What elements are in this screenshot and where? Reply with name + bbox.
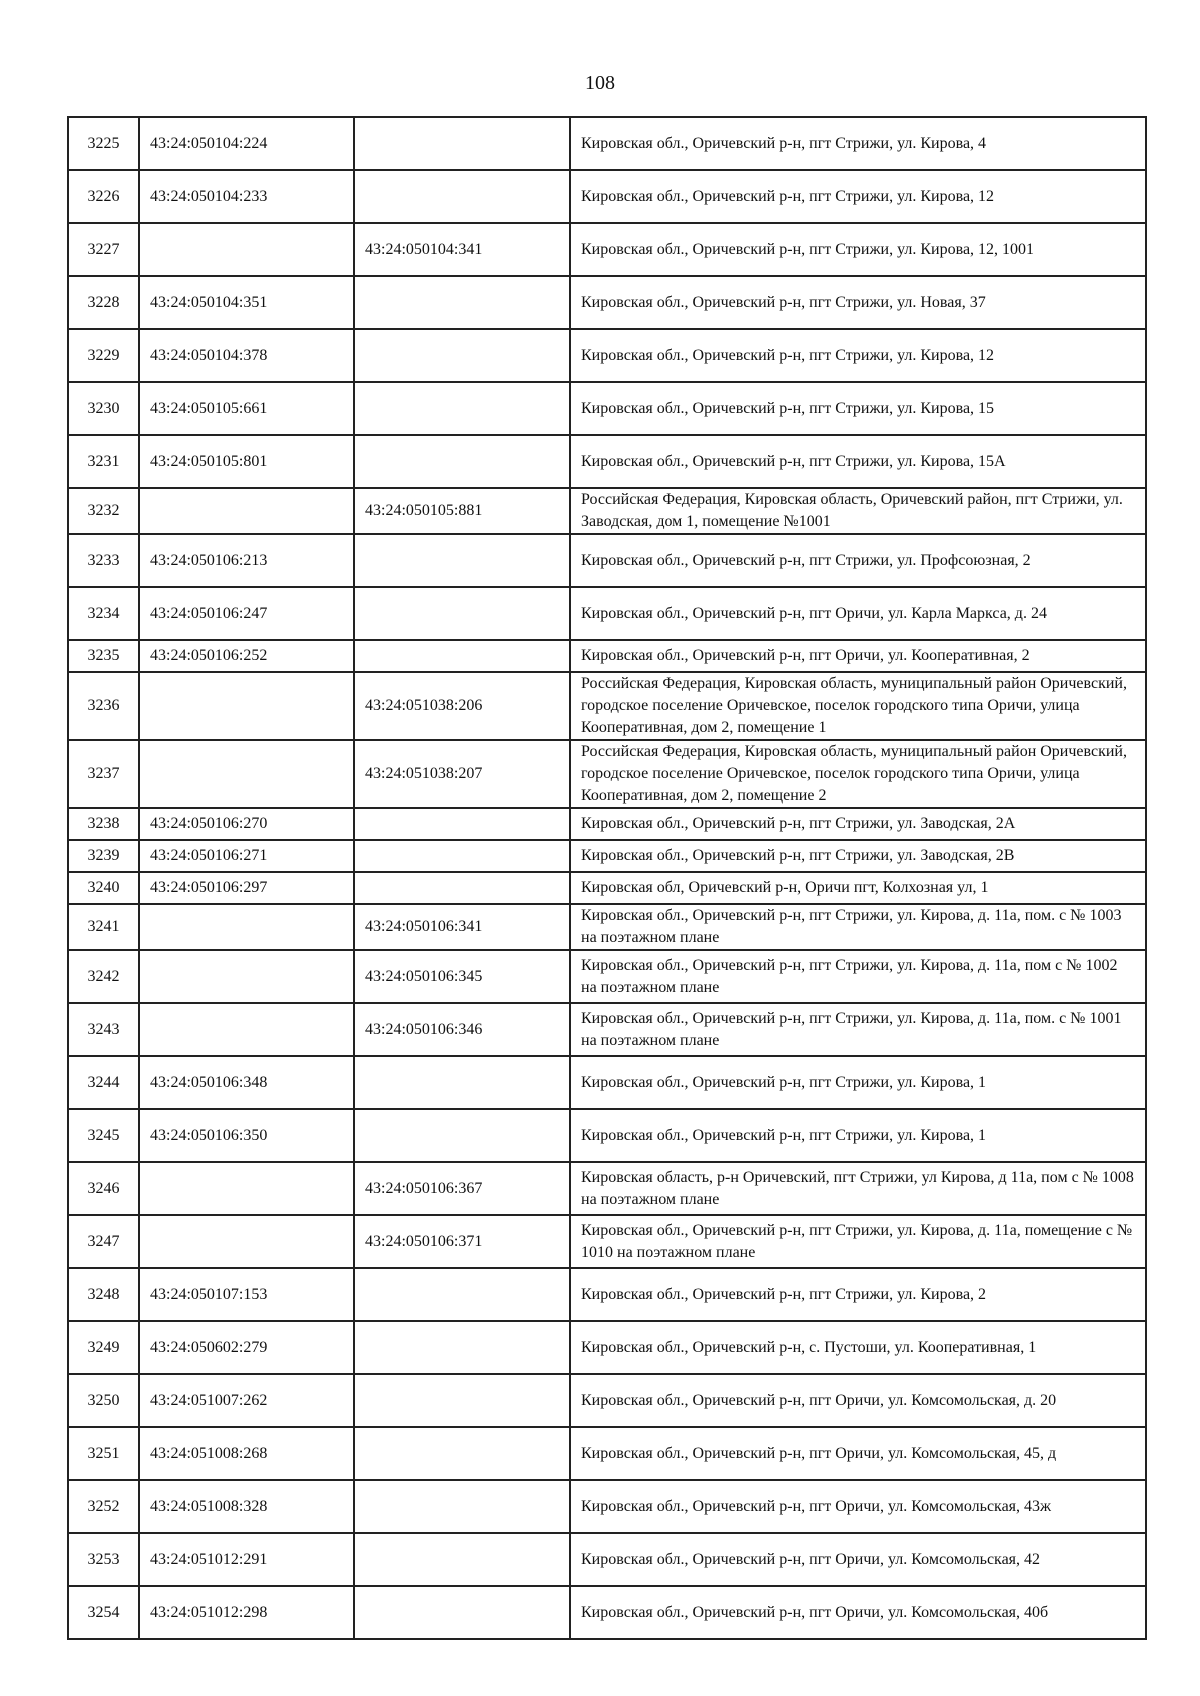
object-cadastral-number-cell — [354, 1056, 570, 1109]
row-number-cell: 3242 — [68, 950, 139, 1003]
land-cadastral-number-cell: 43:24:050602:279 — [139, 1321, 354, 1374]
address-cell: Кировская обл., Оричевский р-н, с. Пустоши, ул. Кооперативная, 1 — [570, 1321, 1146, 1374]
table-row — [68, 672, 1146, 740]
object-cadastral-number-cell — [354, 435, 570, 488]
row-number-cell: 3249 — [68, 1321, 139, 1374]
object-cadastral-number-cell — [354, 276, 570, 329]
row-number-cell: 3245 — [68, 1109, 139, 1162]
address-cell: Кировская обл., Оричевский р-н, пгт Стрижи, ул. Заводская, 2В — [570, 840, 1146, 872]
registry-table-body — [68, 117, 1146, 1639]
row-number-cell: 3251 — [68, 1427, 139, 1480]
object-cadastral-number-cell — [354, 1427, 570, 1480]
row-number-cell: 3226 — [68, 170, 139, 223]
table-row — [68, 1374, 1146, 1427]
object-cadastral-number-cell — [354, 840, 570, 872]
land-cadastral-number-cell — [139, 223, 354, 276]
land-cadastral-number-cell: 43:24:051012:298 — [139, 1586, 354, 1639]
row-number-cell: 3253 — [68, 1533, 139, 1586]
address-cell: Кировская обл., Оричевский р-н, пгт Оричи, ул. Комсомольская, 40б — [570, 1586, 1146, 1639]
row-number-cell: 3232 — [68, 488, 139, 534]
address-cell: Кировская обл., Оричевский р-н, пгт Стрижи, ул. Кирова, 1 — [570, 1056, 1146, 1109]
table-row — [68, 1109, 1146, 1162]
table-row — [68, 534, 1146, 587]
table-row — [68, 117, 1146, 170]
address-cell: Кировская обл., Оричевский р-н, пгт Стрижи, ул. Кирова, 15 — [570, 382, 1146, 435]
land-cadastral-number-cell — [139, 950, 354, 1003]
table-row — [68, 904, 1146, 950]
row-number-cell: 3229 — [68, 329, 139, 382]
address-cell: Кировская обл., Оричевский р-н, пгт Стрижи, ул. Кирова, 15А — [570, 435, 1146, 488]
land-cadastral-number-cell — [139, 1162, 354, 1215]
object-cadastral-number-cell: 43:24:050105:881 — [354, 488, 570, 534]
table-row — [68, 1586, 1146, 1639]
table-row — [68, 740, 1146, 808]
land-cadastral-number-cell: 43:24:050106:213 — [139, 534, 354, 587]
land-cadastral-number-cell — [139, 488, 354, 534]
address-cell: Кировская обл., Оричевский р-н, пгт Стрижи, ул. Кирова, 12, 1001 — [570, 223, 1146, 276]
table-row — [68, 435, 1146, 488]
land-cadastral-number-cell — [139, 904, 354, 950]
table-row — [68, 329, 1146, 382]
land-cadastral-number-cell: 43:24:051007:262 — [139, 1374, 354, 1427]
row-number-cell: 3237 — [68, 740, 139, 808]
address-cell: Кировская обл., Оричевский р-н, пгт Стрижи, ул. Заводская, 2А — [570, 808, 1146, 840]
row-number-cell: 3252 — [68, 1480, 139, 1533]
table-row — [68, 1215, 1146, 1268]
object-cadastral-number-cell: 43:24:050106:341 — [354, 904, 570, 950]
land-cadastral-number-cell — [139, 672, 354, 740]
address-cell: Кировская обл., Оричевский р-н, пгт Стрижи, ул. Кирова, 12 — [570, 329, 1146, 382]
row-number-cell: 3250 — [68, 1374, 139, 1427]
object-cadastral-number-cell — [354, 1480, 570, 1533]
object-cadastral-number-cell — [354, 872, 570, 904]
land-cadastral-number-cell: 43:24:050105:661 — [139, 382, 354, 435]
address-cell: Российская Федерация, Кировская область, муниципальный район Оричевский, городское поселение Оричевское, поселок городского типа Оричи, улица Кооперативная, дом 2, помещение 2 — [570, 740, 1146, 808]
address-cell: Кировская обл., Оричевский р-н, пгт Оричи, ул. Карла Маркса, д. 24 — [570, 587, 1146, 640]
table-row — [68, 1162, 1146, 1215]
table-row — [68, 382, 1146, 435]
object-cadastral-number-cell — [354, 1268, 570, 1321]
land-cadastral-number-cell: 43:24:051008:328 — [139, 1480, 354, 1533]
address-cell: Кировская обл., Оричевский р-н, пгт Оричи, ул. Кооперативная, 2 — [570, 640, 1146, 672]
row-number-cell: 3225 — [68, 117, 139, 170]
address-cell: Кировская обл., Оричевский р-н, пгт Стрижи, ул. Кирова, 12 — [570, 170, 1146, 223]
row-number-cell: 3254 — [68, 1586, 139, 1639]
row-number-cell: 3234 — [68, 587, 139, 640]
land-cadastral-number-cell: 43:24:050107:153 — [139, 1268, 354, 1321]
table-row — [68, 170, 1146, 223]
object-cadastral-number-cell — [354, 329, 570, 382]
land-cadastral-number-cell: 43:24:050105:801 — [139, 435, 354, 488]
land-cadastral-number-cell: 43:24:050106:271 — [139, 840, 354, 872]
table-row — [68, 488, 1146, 534]
table-row — [68, 1056, 1146, 1109]
address-cell: Кировская обл., Оричевский р-н, пгт Стрижи, ул. Кирова, д. 11а, пом с № 1002 на поэтажном плане — [570, 950, 1146, 1003]
registry-table — [67, 116, 1147, 1640]
row-number-cell: 3233 — [68, 534, 139, 587]
address-cell: Кировская обл., Оричевский р-н, пгт Оричи, ул. Комсомольская, 43ж — [570, 1480, 1146, 1533]
object-cadastral-number-cell: 43:24:051038:206 — [354, 672, 570, 740]
address-cell: Кировская обл., Оричевский р-н, пгт Стрижи, ул. Кирова, д. 11а, помещение с № 1010 на поэтажном плане — [570, 1215, 1146, 1268]
land-cadastral-number-cell: 43:24:050106:252 — [139, 640, 354, 672]
object-cadastral-number-cell — [354, 382, 570, 435]
object-cadastral-number-cell — [354, 1321, 570, 1374]
object-cadastral-number-cell: 43:24:050106:345 — [354, 950, 570, 1003]
object-cadastral-number-cell: 43:24:050106:371 — [354, 1215, 570, 1268]
table-row — [68, 1268, 1146, 1321]
table-row — [68, 950, 1146, 1003]
row-number-cell: 3248 — [68, 1268, 139, 1321]
table-row — [68, 1003, 1146, 1056]
row-number-cell: 3238 — [68, 808, 139, 840]
address-cell: Российская Федерация, Кировская область, Оричевский район, пгт Стрижи, ул. Заводская, дом 1, помещение №1001 — [570, 488, 1146, 534]
land-cadastral-number-cell: 43:24:050106:247 — [139, 587, 354, 640]
row-number-cell: 3231 — [68, 435, 139, 488]
address-cell: Кировская обл., Оричевский р-н, пгт Оричи, ул. Комсомольская, 42 — [570, 1533, 1146, 1586]
object-cadastral-number-cell: 43:24:050106:367 — [354, 1162, 570, 1215]
row-number-cell: 3230 — [68, 382, 139, 435]
row-number-cell: 3246 — [68, 1162, 139, 1215]
row-number-cell: 3239 — [68, 840, 139, 872]
object-cadastral-number-cell — [354, 808, 570, 840]
object-cadastral-number-cell — [354, 117, 570, 170]
address-cell: Кировская область, р-н Оричевский, пгт Стрижи, ул Кирова, д 11а, пом с № 1008 на поэтажном плане — [570, 1162, 1146, 1215]
row-number-cell: 3243 — [68, 1003, 139, 1056]
row-number-cell: 3240 — [68, 872, 139, 904]
page-number: 108 — [585, 72, 615, 94]
land-cadastral-number-cell: 43:24:050104:378 — [139, 329, 354, 382]
address-cell: Кировская обл, Оричевский р-н, Оричи пгт, Колхозная ул, 1 — [570, 872, 1146, 904]
address-cell: Кировская обл., Оричевский р-н, пгт Стрижи, ул. Кирова, д. 11а, пом. с № 1001 на поэтажном плане — [570, 1003, 1146, 1056]
row-number-cell: 3235 — [68, 640, 139, 672]
land-cadastral-number-cell — [139, 1215, 354, 1268]
address-cell: Кировская обл., Оричевский р-н, пгт Стрижи, ул. Новая, 37 — [570, 276, 1146, 329]
address-cell: Кировская обл., Оричевский р-н, пгт Оричи, ул. Комсомольская, 45, д — [570, 1427, 1146, 1480]
land-cadastral-number-cell — [139, 1003, 354, 1056]
row-number-cell: 3228 — [68, 276, 139, 329]
land-cadastral-number-cell: 43:24:051012:291 — [139, 1533, 354, 1586]
land-cadastral-number-cell: 43:24:050106:270 — [139, 808, 354, 840]
address-cell: Российская Федерация, Кировская область, муниципальный район Оричевский, городское поселение Оричевское, поселок городского типа Оричи, улица Кооперативная, дом 2, помещение 1 — [570, 672, 1146, 740]
object-cadastral-number-cell — [354, 1374, 570, 1427]
object-cadastral-number-cell: 43:24:050106:346 — [354, 1003, 570, 1056]
table-row — [68, 808, 1146, 840]
row-number-cell: 3236 — [68, 672, 139, 740]
table-row — [68, 587, 1146, 640]
object-cadastral-number-cell — [354, 1533, 570, 1586]
land-cadastral-number-cell: 43:24:050104:351 — [139, 276, 354, 329]
land-cadastral-number-cell: 43:24:050106:348 — [139, 1056, 354, 1109]
object-cadastral-number-cell: 43:24:051038:207 — [354, 740, 570, 808]
land-cadastral-number-cell: 43:24:050104:224 — [139, 117, 354, 170]
address-cell: Кировская обл., Оричевский р-н, пгт Стрижи, ул. Профсоюзная, 2 — [570, 534, 1146, 587]
land-cadastral-number-cell: 43:24:050106:350 — [139, 1109, 354, 1162]
row-number-cell: 3241 — [68, 904, 139, 950]
table-row — [68, 1533, 1146, 1586]
row-number-cell: 3244 — [68, 1056, 139, 1109]
address-cell: Кировская обл., Оричевский р-н, пгт Оричи, ул. Комсомольская, д. 20 — [570, 1374, 1146, 1427]
table-row — [68, 1427, 1146, 1480]
object-cadastral-number-cell: 43:24:050104:341 — [354, 223, 570, 276]
object-cadastral-number-cell — [354, 534, 570, 587]
row-number-cell: 3247 — [68, 1215, 139, 1268]
land-cadastral-number-cell — [139, 740, 354, 808]
land-cadastral-number-cell: 43:24:050104:233 — [139, 170, 354, 223]
table-row — [68, 640, 1146, 672]
table-row — [68, 1321, 1146, 1374]
table-row — [68, 276, 1146, 329]
table-row — [68, 872, 1146, 904]
object-cadastral-number-cell — [354, 1109, 570, 1162]
address-cell: Кировская обл., Оричевский р-н, пгт Стрижи, ул. Кирова, 4 — [570, 117, 1146, 170]
object-cadastral-number-cell — [354, 170, 570, 223]
row-number-cell: 3227 — [68, 223, 139, 276]
table-row — [68, 223, 1146, 276]
land-cadastral-number-cell: 43:24:051008:268 — [139, 1427, 354, 1480]
table-row — [68, 840, 1146, 872]
object-cadastral-number-cell — [354, 587, 570, 640]
address-cell: Кировская обл., Оричевский р-н, пгт Стрижи, ул. Кирова, 1 — [570, 1109, 1146, 1162]
land-cadastral-number-cell: 43:24:050106:297 — [139, 872, 354, 904]
object-cadastral-number-cell — [354, 1586, 570, 1639]
object-cadastral-number-cell — [354, 640, 570, 672]
address-cell: Кировская обл., Оричевский р-н, пгт Стрижи, ул. Кирова, д. 11а, пом. с № 1003 на поэтажном плане — [570, 904, 1146, 950]
address-cell: Кировская обл., Оричевский р-н, пгт Стрижи, ул. Кирова, 2 — [570, 1268, 1146, 1321]
table-row — [68, 1480, 1146, 1533]
